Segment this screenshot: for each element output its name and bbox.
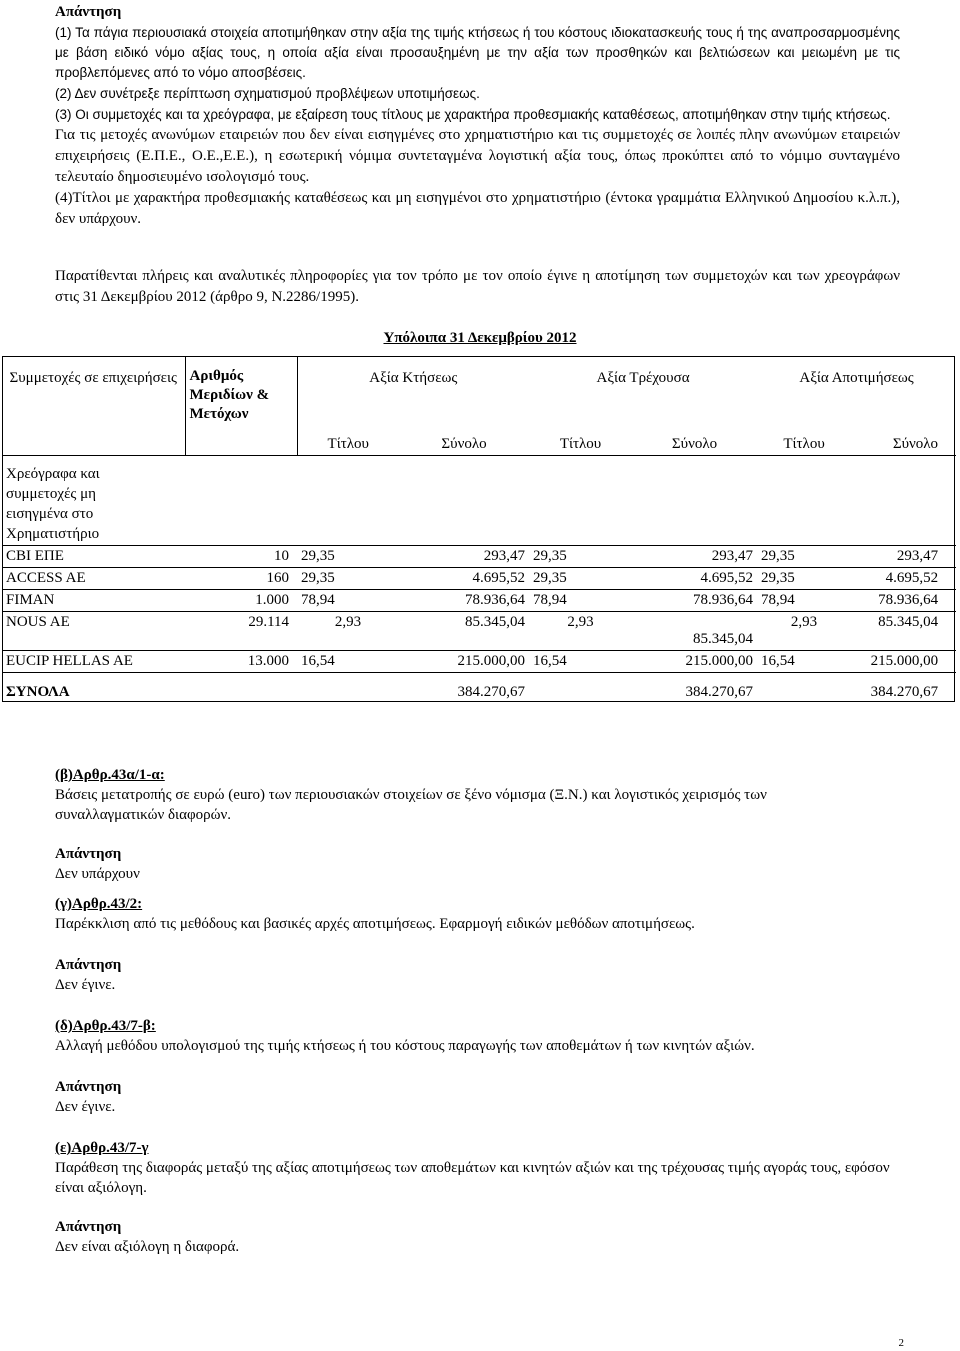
row-name: EUCIP HELLAS AE <box>2 651 185 673</box>
section-b <box>55 765 875 884</box>
row-cost-title: 78,94 <box>297 590 399 612</box>
row-valuation-title: 29,35 <box>757 546 851 568</box>
totals-row <box>2 673 956 713</box>
row-cost-title: 29,35 <box>297 546 399 568</box>
row-name: ACCESS AE <box>2 568 185 590</box>
row-cost-total: 4.695,52 <box>399 568 529 590</box>
totals-valuation: 384.270,67 <box>851 673 956 713</box>
row-valuation-total: 293,47 <box>851 546 956 568</box>
section-answer: Δεν έγινε. <box>55 1099 116 1115</box>
table-row <box>2 568 956 590</box>
row-name: FIMAN <box>2 590 185 612</box>
row-current-title: 78,94 <box>529 590 632 612</box>
section-heading: (ε)Αρθρ.43/7-γ <box>55 1140 149 1156</box>
valuation-table <box>2 356 956 713</box>
row-valuation-total: 78.936,64 <box>851 590 956 612</box>
totals-current: 384.270,67 <box>632 673 757 713</box>
row-name: NOUS AE <box>2 612 185 651</box>
row-current-total: 293,47 <box>632 546 757 568</box>
section-c <box>55 894 875 995</box>
section-answer-label: Απάντηση <box>55 1079 122 1095</box>
totals-label: ΣΥΝΟΛΑ <box>2 673 185 713</box>
row-current-title: 29,35 <box>529 546 632 568</box>
header-count: Αριθμός Μεριδίων & Μετόχων <box>185 356 297 434</box>
row-valuation-total: 4.695,52 <box>851 568 956 590</box>
row-current-total: 4.695,52 <box>632 568 757 590</box>
header-company: Συμμετοχές σε επιχειρήσεις <box>2 356 185 434</box>
row-valuation-total: 215.000,00 <box>851 651 956 673</box>
totals-cost: 384.270,67 <box>399 673 529 713</box>
header-row-1 <box>2 356 956 434</box>
section-label: Χρεόγραφα και συμμετοχές μη εισηγμένα στο Χρηματιστήριο <box>6 466 100 542</box>
section-row <box>2 456 956 546</box>
row-current-title: 2,93 <box>529 612 632 651</box>
row-cost-title: 16,54 <box>297 651 399 673</box>
header-cost-value: Αξία Κτήσεως <box>369 370 458 386</box>
row-valuation-title: 2,93 <box>757 612 851 651</box>
row-cost-total: 215.000,00 <box>399 651 529 673</box>
section-text: Βάσεις μετατροπής σε ευρώ (euro) των περιουσιακών στοιχείων σε ξένο νόμισμα (Ξ.Ν.) και λογιστικός χειρισμός των συναλλαγματικών διαφορών. <box>55 787 767 823</box>
section-answer-label: Απάντηση <box>55 846 122 862</box>
section-text: Παράθεση της διαφοράς μεταξύ της αξίας αποτιμήσεως των αποθεμάτων και κινητών αξιών και της τρέχουσας τιμής αγοράς τους, εφόσον είναι αξιόλογη. <box>55 1160 890 1196</box>
header-current-value: Αξία Τρέχουσα <box>596 370 690 386</box>
row-current-total: 85.345,04 <box>632 612 757 651</box>
note-1: (1) Τα πάγια περιουσιακά στοιχεία αποτιμήθηκαν στην αξία της τιμής κτήσεως ή του κόστους ιδιοκατασκευής τους ή της αναπροσαρμοσμένης με βάση ειδικό νόμο αξίας τους, η οποία αξία είναι προσαυξημένη με την αξία των προσθηκών και βελτιώσεων και μειωμένη με τις προβλεπόμενες από το νόμο αποσβέσεις. <box>55 25 900 80</box>
row-count: 160 <box>185 568 297 590</box>
table-row <box>2 546 956 568</box>
row-cost-title: 2,93 <box>297 612 399 651</box>
header-valuation-title: Τίτλου <box>783 436 825 452</box>
header-cost-total: Σύνολο <box>441 436 487 452</box>
section-answer: Δεν έγινε. <box>55 977 116 993</box>
header-row-2 <box>2 434 956 456</box>
note-2: (2) Δεν συνέτρεξε περίπτωση σχηματισμού προβλέψεων υποτιμήσεως. <box>55 86 480 101</box>
row-count: 29.114 <box>185 612 297 651</box>
section-d <box>55 1016 875 1117</box>
section-answer-label: Απάντηση <box>55 1219 122 1235</box>
header-valuation-total: Σύνολο <box>892 436 939 452</box>
note-3: (3) Οι συμμετοχές και τα χρεόγραφα, με εξαίρεση τους τίτλους με χαρακτήρα προθεσμιακής καταθέσεως, αποτιμήθηκαν στην τιμής κτήσεως. <box>55 107 891 122</box>
row-valuation-title: 16,54 <box>757 651 851 673</box>
row-cost-title: 29,35 <box>297 568 399 590</box>
section-text: Παρέκκλιση από τις μεθόδους και βασικές αρχές αποτιμήσεως. Εφαρμογή ειδικών μεθόδων αποτιμήσεως. <box>55 916 695 932</box>
header-cost-title: Τίτλου <box>327 436 369 452</box>
section-answer: Δεν υπάρχουν <box>55 866 140 882</box>
intro-paragraph: Παρατίθενται πλήρεις και αναλυτικές πληροφορίες για τον τρόπο με τον οποίο έγινε η αποτίμηση των συμμετοχών και των χρεογράφων στις 31 Δεκεμβρίου 2012 (άρθρο 9, Ν.2286/1995). <box>55 268 900 305</box>
note-4: (4)Τίτλοι με χαρακτήρα προθεσμιακής καταθέσεως και μη εισηγμένοι στο χρηματιστήριο (έντοκα γραμμάτια Ελληνικού Δημοσίου κ.λ.π.), δεν υπάρχουν. <box>55 190 900 227</box>
row-count: 1.000 <box>185 590 297 612</box>
table-row <box>2 612 956 651</box>
table-row <box>2 590 956 612</box>
notes-block <box>55 2 900 230</box>
row-valuation-title: 29,35 <box>757 568 851 590</box>
row-cost-total: 293,47 <box>399 546 529 568</box>
row-valuation-total: 85.345,04 <box>851 612 956 651</box>
section-e <box>55 1138 895 1257</box>
row-cost-total: 78.936,64 <box>399 590 529 612</box>
row-cost-total: 85.345,04 <box>399 612 529 651</box>
section-answer: Δεν είναι αξιόλογη η διαφορά. <box>55 1239 240 1255</box>
row-valuation-title: 78,94 <box>757 590 851 612</box>
table-title: Υπόλοιπα 31 Δεκεμβρίου 2012 <box>383 330 577 346</box>
header-current-title: Τίτλου <box>559 436 602 452</box>
row-name: CBI ΕΠΕ <box>2 546 185 568</box>
note-3b: Για τις μετοχές ανωνύμων εταιρειών που δεν είναι εισηγμένες στο χρηματιστήριο και τις συμμετοχές σε λοιπές πλην ανωνύμων εταιρειών επιχειρήσεις (Ε.Π.Ε., Ο.Ε.,Ε.Ε.), η εσωτερική νόμιμα συντεταγμένα λογιστική αξία τους, όπως προκύπτει από το νόμιμο συνταγμένο τελευταίο δημοσιευμένο ισολογισμό τους. <box>55 127 900 185</box>
section-text: Αλλαγή μεθόδου υπολογισμού της τιμής κτήσεως ή του κόστους παραγωγής των αποθεμάτων ή των κινητών αξιών. <box>55 1038 755 1054</box>
header-current-total: Σύνολο <box>671 436 718 452</box>
page-number: 2 <box>898 1337 904 1349</box>
header-valuation-value: Αξία Αποτιμήσεως <box>799 370 914 386</box>
row-current-title: 16,54 <box>529 651 632 673</box>
row-count: 13.000 <box>185 651 297 673</box>
row-count: 10 <box>185 546 297 568</box>
row-current-title: 29,35 <box>529 568 632 590</box>
section-heading: (γ)Αρθρ.43/2: <box>55 896 143 912</box>
section-heading: (δ)Αρθρ.43/7-β: <box>55 1018 156 1034</box>
table-row <box>2 651 956 673</box>
row-current-total: 78.936,64 <box>632 590 757 612</box>
answer-heading: Απάντηση <box>55 4 122 20</box>
section-answer-label: Απάντηση <box>55 957 122 973</box>
row-current-total: 215.000,00 <box>632 651 757 673</box>
section-heading: (β)Αρθρ.43α/1-α: <box>55 767 165 783</box>
